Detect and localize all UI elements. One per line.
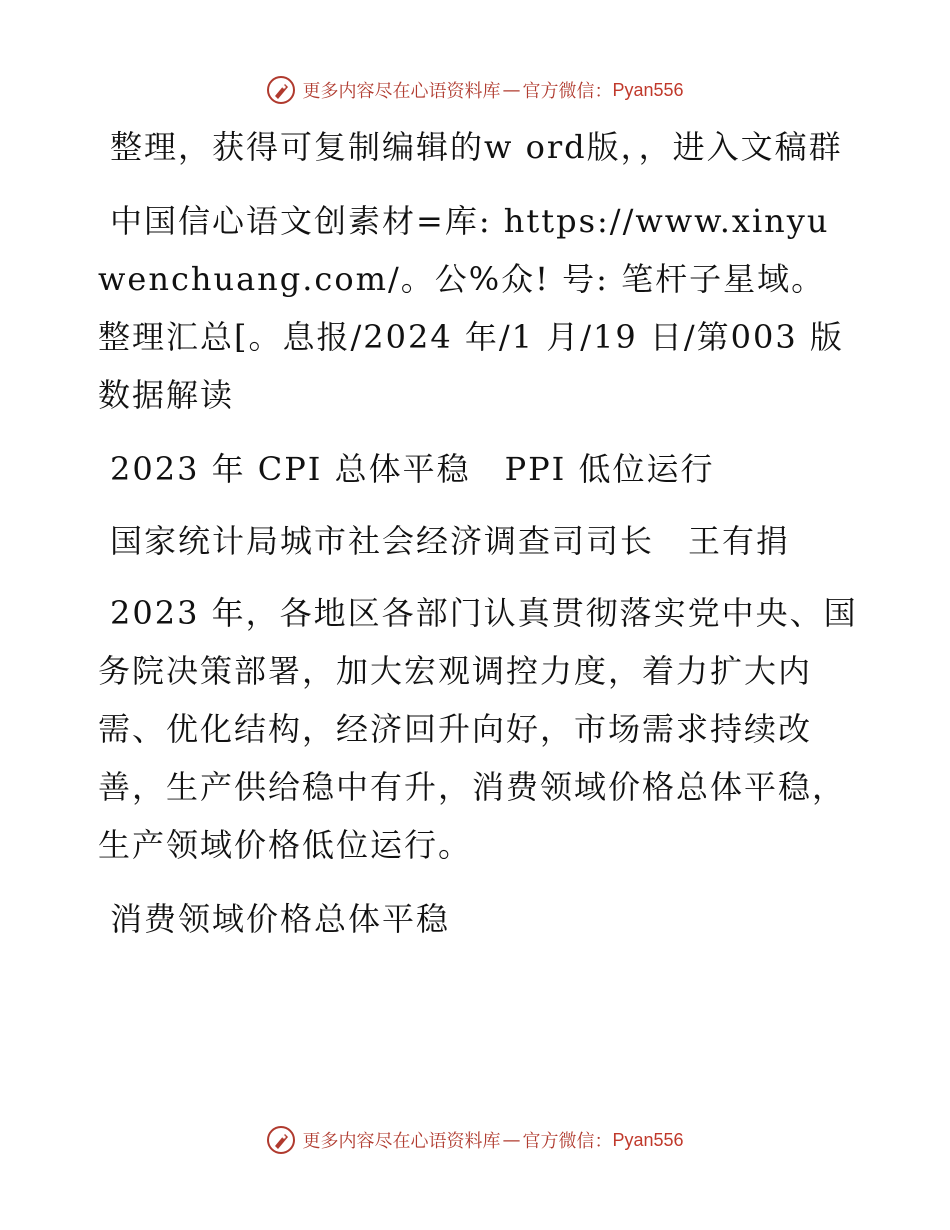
watermark-dash: — bbox=[502, 1129, 521, 1151]
pen-nib-icon bbox=[266, 1125, 296, 1155]
watermark-text: 更多内容尽在心语资料库 bbox=[302, 1131, 501, 1152]
watermark-official-label: 官方微信： bbox=[522, 81, 613, 102]
watermark-dash: — bbox=[502, 79, 521, 101]
paragraph-source: 中国信心语文创素材=库: https://www.xinyuwenchuang.com/。公%众! 号: 笔杆子星域。整理汇总[。息报/2024 年/1 月/19 日/第003 版数据解读 bbox=[98, 202, 844, 414]
header-watermark bbox=[0, 70, 950, 110]
watermark-wechat-id: Pyan556 bbox=[612, 1129, 684, 1150]
pen-nib-icon bbox=[266, 75, 296, 105]
paragraph-intro: 整理，获得可复制编辑的w ord版，，进入文稿群 bbox=[110, 128, 843, 166]
article-title: 2023 年 CPI 总体平稳 PPI 低位运行 bbox=[110, 450, 715, 488]
watermark-text: 更多内容尽在心语资料库 bbox=[302, 81, 501, 102]
article-author: 国家统计局城市社会经济调查司司长 王有捐 bbox=[110, 522, 791, 560]
section-heading: 消费领域价格总体平稳 bbox=[110, 900, 451, 938]
watermark-wechat-id: Pyan556 bbox=[612, 79, 684, 100]
watermark-official-label: 官方微信： bbox=[522, 1131, 613, 1152]
document-body bbox=[98, 118, 858, 964]
paragraph-body: 2023 年，各地区各部门认真贯彻落实党中央、国务院决策部署，加大宏观调控力度，着力扩大内需、优化结构，经济回升向好，市场需求持续改善，生产供给稳中有升，消费领域价格总体平稳，生产领域价格低位运行。 bbox=[98, 594, 858, 864]
footer-watermark bbox=[0, 1120, 950, 1160]
